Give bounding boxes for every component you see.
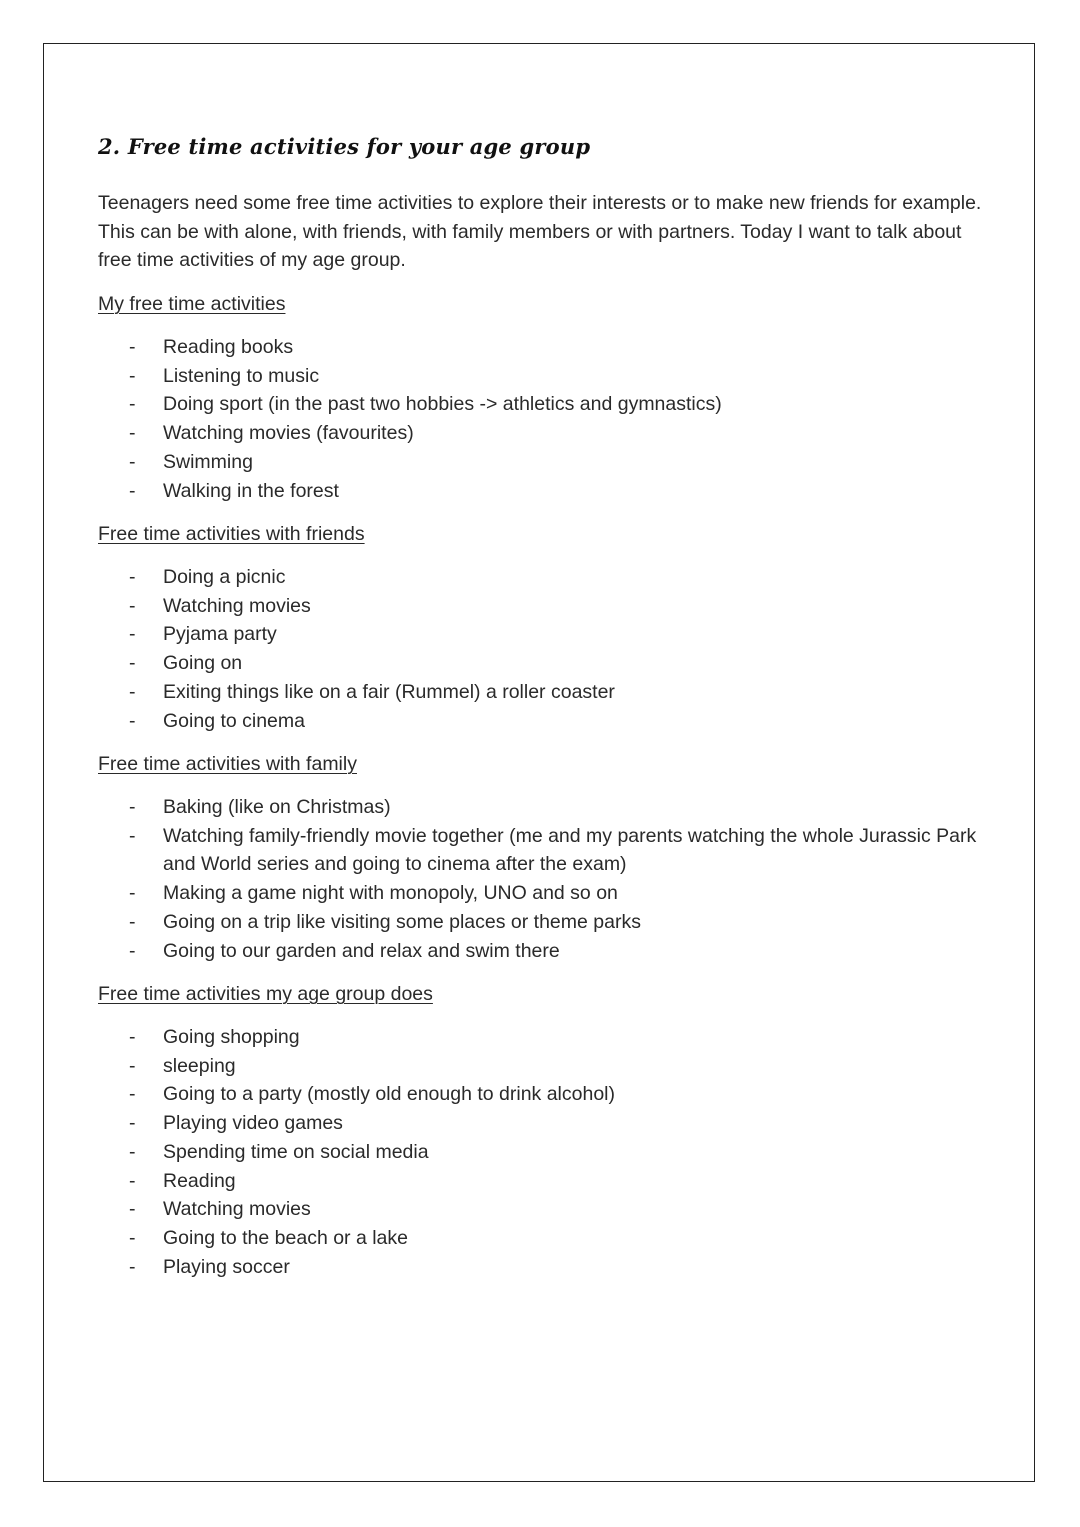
list-item-text: Watching movies [163, 594, 311, 617]
list-item [98, 1109, 978, 1138]
list-item-text: Making a game night with monopoly, UNO and so on [163, 882, 618, 905]
list-with-family [98, 793, 978, 965]
bullet-dash: - [129, 1198, 136, 1221]
bullet-dash: - [129, 1169, 136, 1192]
list-item [98, 908, 978, 937]
list-item-text: Watching movies [163, 1198, 311, 1221]
list-item-text: Playing soccer [163, 1255, 290, 1278]
list-item [98, 620, 978, 649]
bullet-dash: - [129, 479, 136, 502]
bullet-dash: - [129, 623, 136, 646]
list-item-text: Going on a trip like visiting some places or theme parks [163, 910, 641, 933]
list-item [98, 419, 978, 448]
list-item [98, 937, 978, 966]
bullet-dash: - [129, 1112, 136, 1135]
bullet-dash: - [129, 594, 136, 617]
list-item-text: Going to cinema [163, 709, 305, 732]
list-item-text: Walking in the forest [163, 479, 339, 502]
bullet-dash: - [129, 709, 136, 732]
list-item-text: Exiting things like on a fair (Rummel) a roller coaster [163, 680, 615, 703]
list-item [98, 678, 978, 707]
section-title-my-activities: My free time activities [98, 293, 286, 315]
list-item [98, 1195, 978, 1224]
section-title-age-group: Free time activities my age group does [98, 983, 433, 1005]
list-item [98, 1253, 978, 1282]
section-title-with-family: Free time activities with family [98, 753, 357, 775]
list-item-text: Going shopping [163, 1026, 300, 1048]
list-item [98, 390, 978, 419]
list-item-text: Going to the beach or a lake [163, 1226, 408, 1249]
bullet-dash: - [129, 1255, 136, 1278]
bullet-dash: - [129, 393, 136, 416]
list-item-text: Doing a picnic [163, 566, 286, 588]
list-item-text: Swimming [163, 450, 253, 473]
list-item [98, 362, 978, 391]
bullet-dash: - [129, 680, 136, 703]
bullet-dash: - [129, 882, 136, 905]
bullet-dash: - [129, 824, 136, 847]
list-item-text: Playing video games [163, 1112, 343, 1135]
bullet-dash: - [129, 1140, 136, 1163]
list-item [98, 1167, 978, 1196]
list-item [98, 1224, 978, 1253]
list-item-text: Going on [163, 652, 243, 675]
list-item-text: Spending time on social media [163, 1140, 429, 1163]
list-item-text: sleeping [163, 1054, 236, 1077]
bullet-dash: - [129, 364, 136, 387]
list-item-text: Pyjama party [163, 623, 277, 646]
list-item-text: Going to a party (mostly old enough to drink alcohol) [163, 1083, 615, 1106]
list-age-group [98, 1023, 978, 1281]
bullet-dash: - [129, 910, 136, 933]
list-item [98, 1052, 978, 1081]
list-item-text: Watching family-friendly movie together (me and my parents watching the whole Jurassic Park and World series and going to cinema after the exam) [163, 824, 977, 876]
list-item-text: Going to our garden and relax and swim there [163, 939, 560, 962]
list-item [98, 1138, 978, 1167]
list-item [98, 649, 978, 678]
list-item [98, 822, 978, 879]
list-item-text: Doing sport (in the past two hobbies -> athletics and gymnastics) [163, 393, 722, 416]
list-my-activities [98, 333, 978, 505]
section-title-with-friends: Free time activities with friends [98, 523, 365, 545]
bullet-dash: - [129, 336, 136, 358]
list-item [98, 879, 978, 908]
list-item-text: Reading books [163, 336, 294, 358]
list-item [98, 592, 978, 621]
list-item [98, 448, 978, 477]
list-item [98, 793, 978, 822]
list-item [98, 707, 978, 736]
bullet-dash: - [129, 422, 136, 445]
list-item [98, 1023, 978, 1052]
bullet-dash: - [129, 450, 136, 473]
list-item [98, 1080, 978, 1109]
list-item-text: Reading [163, 1169, 236, 1192]
bullet-dash: - [129, 566, 136, 588]
list-item-text: Listening to music [163, 364, 320, 387]
bullet-dash: - [129, 1026, 136, 1048]
list-item-text: Watching movies (favourites) [163, 422, 414, 445]
intro-paragraph: Teenagers need some free time activities to explore their interests or to make new friends for example. This can be with alone, with friends, with family members or with partners. Today I want to talk about free time activities of my age group. [98, 192, 982, 272]
bullet-dash: - [129, 1226, 136, 1249]
bullet-dash: - [129, 939, 136, 962]
list-item [98, 333, 978, 362]
list-item [98, 563, 978, 592]
bullet-dash: - [129, 652, 136, 675]
bullet-dash: - [129, 796, 136, 818]
bullet-dash: - [129, 1083, 136, 1106]
bullet-dash: - [129, 1054, 136, 1077]
list-item-text: Baking (like on Christmas) [163, 796, 391, 818]
page-heading: 2. Free time activities for your age group [98, 134, 591, 159]
list-with-friends [98, 563, 978, 735]
list-item [98, 477, 978, 506]
